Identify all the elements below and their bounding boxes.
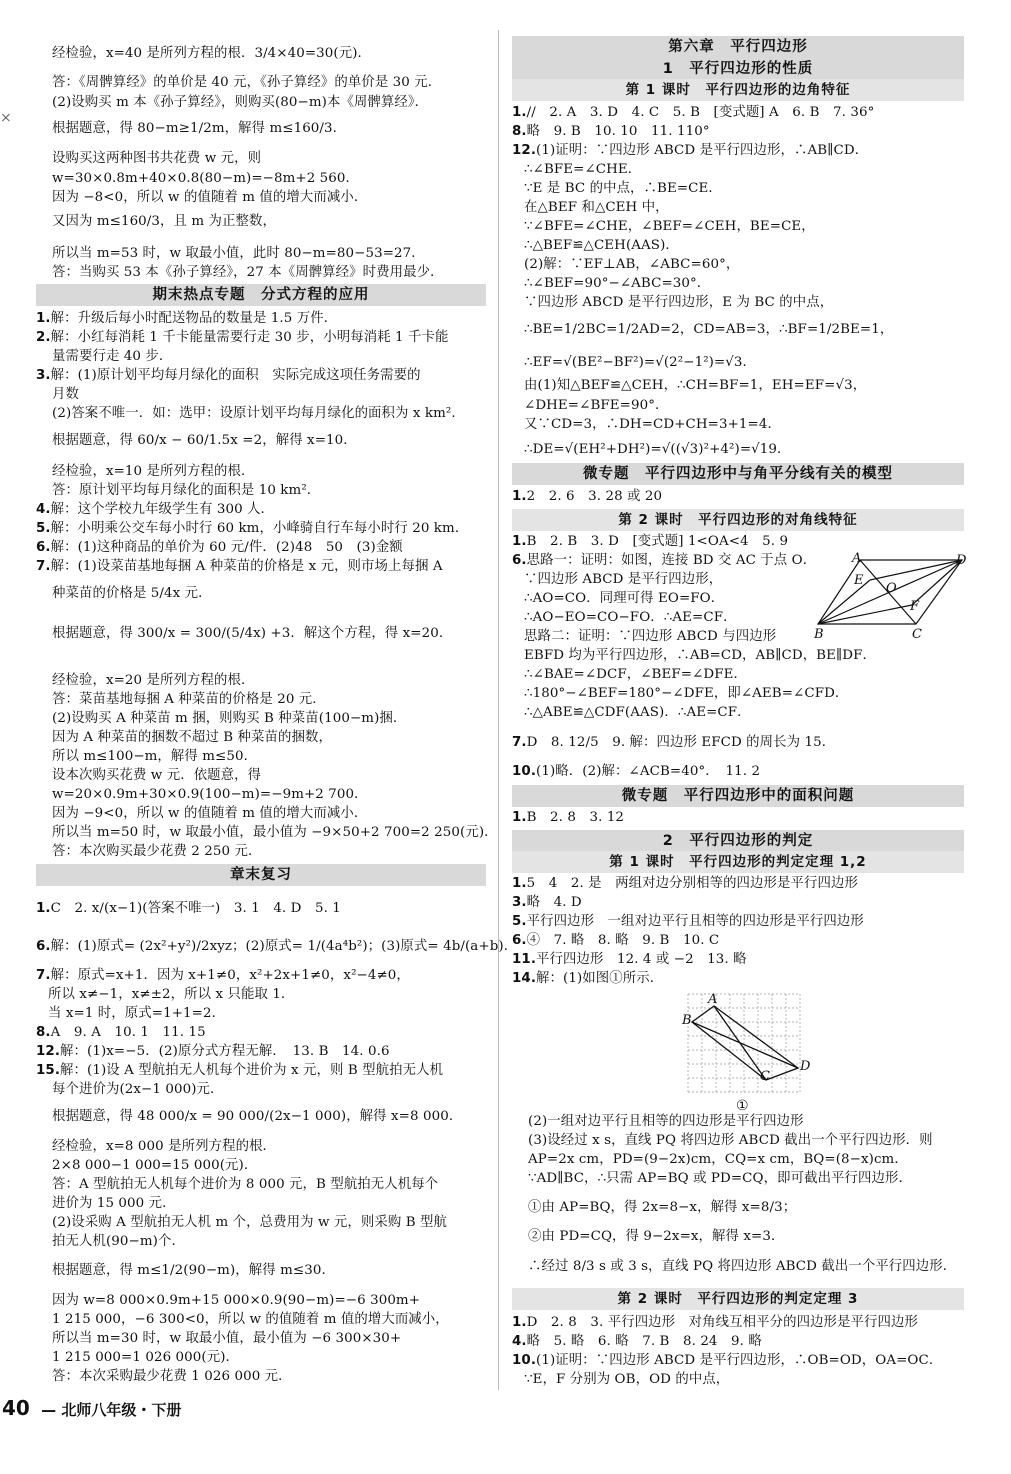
answer-line bbox=[36, 367, 421, 385]
answer-text: (2)答案不唯一．如：选甲：设原计划平均每月绿化的面积为 x km²． bbox=[52, 406, 465, 421]
question-number: 3. bbox=[512, 895, 527, 910]
answer-line bbox=[36, 310, 337, 328]
question-number: 1. bbox=[36, 901, 51, 916]
answer-text: ①由 AP=BQ，得 2x=8−x，解得 x=8/3； bbox=[528, 1200, 797, 1215]
answer-line bbox=[36, 329, 449, 347]
section-header: 第 1 课时 平行四边形的判定定理 1,2 bbox=[512, 851, 964, 873]
answer-text: ∴∠BFE=∠CHE． bbox=[524, 162, 642, 177]
label-O: O bbox=[886, 581, 897, 596]
answer-text: ∴AO=CO．同理可得 EO=FO． bbox=[524, 591, 725, 606]
answer-line bbox=[52, 843, 261, 861]
question-number: 3. bbox=[36, 368, 51, 383]
answer-text: 解：(1)设菜苗基地每捆 A 种菜苗的价格是 x 元，则市场上每捆 A bbox=[50, 559, 443, 574]
grid-figure bbox=[680, 988, 812, 1114]
answer-text: (1)略．(2)解：∠ACB=40°． 11. 2 bbox=[536, 764, 761, 779]
answer-line bbox=[524, 218, 815, 236]
answer-text: 答：菜苗基地每捆 A 种菜苗的价格是 20 元． bbox=[52, 692, 326, 707]
answer-text: w=20×0.9m+30×0.9(100−m)=−9m+2 700． bbox=[52, 787, 368, 802]
question-number: 12. bbox=[512, 143, 537, 158]
answer-line bbox=[512, 970, 663, 988]
answer-text: (3)设经过 x s，直线 PQ 将四边形 ABCD 截出一个平行四边形．则 bbox=[528, 1133, 933, 1148]
question-number: 6. bbox=[36, 939, 51, 954]
answer-line bbox=[52, 348, 172, 366]
answer-line bbox=[524, 590, 724, 608]
answer-text: ∴DE=√(EH²+DH²)=√((√3)²+4²)=√19． bbox=[524, 442, 791, 457]
answer-line bbox=[512, 763, 760, 781]
question-number: 6. bbox=[512, 933, 527, 948]
answer-text: B 2. 8 3. 12 bbox=[526, 810, 625, 825]
answer-line bbox=[52, 1349, 239, 1367]
section-header: 章末复习 bbox=[36, 864, 486, 886]
answer-text: 拍无人机(90−m)个． bbox=[52, 1234, 185, 1249]
answer-line bbox=[524, 294, 833, 312]
answer-line bbox=[52, 45, 371, 63]
answer-text: 1 215 000，−6 300<0，所以 w 的值随着 m 值的增大而减小， bbox=[52, 1312, 449, 1327]
answer-line bbox=[36, 967, 410, 985]
answer-text: 解：小红每消耗 1 千卡能量需要行走 30 步，小明每消耗 1 千卡能 bbox=[50, 330, 449, 345]
question-number: 8. bbox=[512, 124, 527, 139]
answer-line bbox=[48, 986, 294, 1004]
answer-text: 根据题意，得 80−m≥1/2m，解得 m≤160/3． bbox=[52, 121, 347, 136]
question-number: 10. bbox=[512, 1353, 537, 1368]
question-number: 7. bbox=[512, 735, 527, 750]
answer-line bbox=[36, 1024, 206, 1042]
answer-text: 根据题意，得 m≤1/2(90−m)，解得 m≤30． bbox=[52, 1263, 335, 1278]
answer-text: D 8. 12/5 9. 解：四边形 EFCD 的周长为 15． bbox=[526, 735, 836, 750]
question-number: 4. bbox=[36, 502, 51, 517]
answer-text: 经检验，x=40 是所列方程的根．3/4×40=30(元)． bbox=[52, 46, 372, 61]
answer-text: (2)设购买 m 本《孙子算经》，则购买(80−m)本《周髀算经》． bbox=[52, 95, 429, 110]
label-E: E bbox=[854, 573, 864, 588]
answer-line bbox=[512, 951, 747, 969]
answer-text: 根据题意，得 60/x − 60/1.5x =2，解得 x=10． bbox=[52, 433, 357, 448]
answer-line bbox=[36, 938, 517, 956]
question-number: 6. bbox=[512, 553, 527, 568]
answer-line bbox=[52, 189, 367, 207]
answer-text: 答：当购买 53 本《孙子算经》，27 本《周髀算经》时费用最少． bbox=[52, 265, 444, 280]
answer-line bbox=[512, 734, 835, 752]
question-number: 1. bbox=[36, 311, 51, 326]
section-header: 第六章 平行四边形 bbox=[512, 36, 964, 58]
answer-line bbox=[512, 1333, 762, 1351]
answer-text: 解：原式=x+1．因为 x+1≠0，x²+2x+1≠0，x²−4≠0， bbox=[50, 968, 410, 983]
answer-line bbox=[52, 1138, 276, 1156]
answer-text: ∴BE=1/2BC=1/2AD=2，CD=AB=3，∴BF=1/2BE=1， bbox=[524, 322, 894, 337]
answer-text: 略 4. D bbox=[526, 895, 582, 910]
label-B: B bbox=[814, 627, 824, 640]
section-header: 微专题 平行四边形中与角平分线有关的模型 bbox=[512, 463, 964, 485]
answer-text: 又∵CD=3，∴DH=CD+CH=3+1=4． bbox=[524, 417, 781, 432]
answer-text: 2 2. 6 3. 28 或 20 bbox=[526, 489, 663, 504]
answer-text: C 2. x/(x−1)(答案不唯一) 3. 1 4. D 5. 1 bbox=[50, 901, 341, 916]
answer-text: ∴180°−∠BEF=180°−∠DFE，即∠AEB=∠CFD． bbox=[524, 686, 849, 701]
answer-text: 经检验，x=20 是所列方程的根． bbox=[52, 673, 255, 688]
question-number: 1. bbox=[512, 105, 527, 120]
answer-line bbox=[52, 74, 441, 92]
question-number: 5. bbox=[36, 521, 51, 536]
question-number: 11. bbox=[512, 952, 537, 967]
answer-text: 解：(1)原式= (2x²+y²)/2xyz；(2)原式= 1/(4a⁴b²)；(3)原式= 4b/(a+b)． bbox=[50, 939, 518, 954]
section-header: 2 平行四边形的判定 bbox=[512, 830, 964, 852]
answer-line bbox=[524, 180, 722, 198]
answer-text: 答：原计划平均每月绿化的面积是 10 km²． bbox=[52, 483, 321, 498]
question-number: 5. bbox=[512, 914, 527, 929]
answer-line bbox=[36, 558, 443, 576]
answer-line bbox=[512, 809, 624, 827]
label-A: A bbox=[852, 551, 862, 566]
answer-line bbox=[52, 463, 254, 481]
answer-line bbox=[524, 237, 679, 255]
answer-line bbox=[524, 647, 876, 665]
answer-line bbox=[52, 805, 367, 823]
answer-text: AP=2x cm，PD=(9−2x)cm，CQ=x cm，BQ=(8−x)cm． bbox=[528, 1152, 908, 1167]
answer-line bbox=[524, 416, 781, 434]
answer-line bbox=[36, 900, 341, 918]
answer-line bbox=[52, 710, 406, 728]
answer-text: 解：小明乘公交车每小时行 60 km，小峰骑自行车每小时行 20 km． bbox=[50, 521, 469, 536]
answer-text: 5 4 2. 是 两组对边分别相等的四边形是平行四边形 bbox=[526, 876, 858, 891]
footer-dash: — bbox=[41, 1401, 57, 1419]
answer-line bbox=[52, 1081, 224, 1099]
answer-line bbox=[52, 120, 346, 138]
answer-text: ∴经过 8/3 s 或 3 s，直线 PQ 将四边形 ABCD 截出一个平行四边形． bbox=[528, 1259, 957, 1274]
answer-line bbox=[512, 552, 816, 570]
answer-line bbox=[528, 1151, 908, 1169]
grid-label-B: B bbox=[682, 1013, 692, 1028]
answer-line bbox=[52, 824, 498, 842]
grid-label-C: C bbox=[760, 1069, 770, 1084]
answer-text: 答：本次采购最少花费 1 026 000 元． bbox=[52, 1369, 292, 1384]
answer-line bbox=[52, 786, 368, 804]
answer-text: (1)证明：∵四边形 ABCD 是平行四边形，∴AB∥CD． bbox=[536, 143, 869, 158]
answer-text: ∵AD∥BC，∴只需 AP=BQ 或 PD=CQ，即可截出平行四边形． bbox=[528, 1171, 913, 1186]
answer-line bbox=[512, 104, 874, 122]
answer-text: 解：(1)设 A 型航拍无人机每个进价为 x 元，则 B 型航拍无人机 bbox=[60, 1063, 444, 1078]
answer-line bbox=[512, 142, 868, 160]
answer-text: 因为 A 种菜苗的捆数不超过 B 种菜苗的捆数， bbox=[52, 730, 332, 745]
answer-text: ②由 PD=CQ，得 9−2x=x，解得 x=3． bbox=[528, 1229, 785, 1244]
answer-line bbox=[52, 1233, 185, 1251]
answer-line bbox=[524, 666, 747, 684]
grid-lines bbox=[688, 994, 800, 1092]
question-number: 1. bbox=[512, 876, 527, 891]
answer-text: A 9. A 10. 1 11. 15 bbox=[50, 1025, 206, 1040]
answer-text: 解：升级后每小时配送物品的数量是 1.5 万件． bbox=[50, 311, 338, 326]
answer-line bbox=[528, 1258, 956, 1276]
question-number: 7. bbox=[36, 559, 51, 574]
answer-line bbox=[52, 213, 276, 231]
answer-line bbox=[524, 571, 722, 589]
answer-line bbox=[512, 488, 662, 506]
answer-text: (2)一组对边平行且相等的四边形是平行四边形 bbox=[528, 1114, 804, 1129]
answer-line bbox=[524, 275, 710, 293]
question-number: 6. bbox=[36, 540, 51, 555]
question-number: 8. bbox=[36, 1025, 51, 1040]
question-number: 12. bbox=[36, 1044, 61, 1059]
answer-text: 思路一：证明：如图，连接 BD 交 AC 于点 O． bbox=[526, 553, 817, 568]
answer-text: 思路二：证明：∵四边形 ABCD 与四边形 bbox=[524, 629, 777, 644]
answer-text: 平行四边形 12. 4 或 −2 13. 略 bbox=[536, 952, 747, 967]
answer-line bbox=[512, 123, 710, 141]
answer-text: ∴△BEF≌△CEH(AAS)． bbox=[524, 238, 679, 253]
answer-line bbox=[52, 672, 254, 690]
answer-text: 所以 m≤100−m，解得 m≤50． bbox=[52, 749, 258, 764]
answer-line bbox=[524, 256, 739, 274]
question-number: 1. bbox=[512, 534, 527, 549]
answer-line bbox=[36, 539, 403, 557]
page-footer bbox=[2, 1396, 181, 1420]
question-number: 14. bbox=[512, 971, 537, 986]
answer-text: (2)解：∵EF⊥AB，∠ABC=60°， bbox=[524, 257, 740, 272]
answer-line bbox=[512, 932, 719, 950]
answer-text: 略 9. B 10. 10 11. 110° bbox=[526, 124, 710, 139]
answer-line bbox=[52, 432, 357, 450]
section-header: 微专题 平行四边形中的面积问题 bbox=[512, 785, 964, 807]
question-number: 2. bbox=[36, 330, 51, 345]
answer-line bbox=[52, 150, 261, 168]
book-title: 北师八年级・下册 bbox=[61, 1401, 182, 1419]
answer-text: ∴EF=√(BE²−BF²)=√(2²−1²)=√3． bbox=[524, 355, 757, 370]
answer-text: (2)设采购 A 型航拍无人机 m 个，总费用为 w 元，则采购 B 型航 bbox=[52, 1215, 447, 1230]
answer-line bbox=[52, 94, 428, 112]
label-F: F bbox=[910, 599, 920, 614]
answer-text: 在△BEF 和△CEH 中， bbox=[524, 200, 669, 215]
answer-line bbox=[52, 767, 261, 785]
answer-text: ④ 7. 略 8. 略 9. B 10. C bbox=[526, 933, 720, 948]
label-C: C bbox=[912, 627, 922, 640]
answer-line bbox=[528, 1132, 933, 1150]
answer-line bbox=[52, 729, 332, 747]
answer-text: 所以当 m=53 时，w 取最小值，此时 80−m=80−53=27． bbox=[52, 246, 425, 261]
answer-line bbox=[52, 170, 359, 188]
answer-text: // 2. A 3. D 4. C 5. B [变式题] A 6. B 7. 36° bbox=[526, 105, 875, 120]
answer-line bbox=[48, 1005, 225, 1023]
answer-line bbox=[528, 1170, 912, 1188]
answer-text: 设本次购买花费 w 元．依题意，得 bbox=[52, 768, 262, 783]
answer-line bbox=[512, 1352, 942, 1370]
answer-text: 平行四边形 一组对边平行且相等的四边形是平行四边形 bbox=[526, 914, 864, 929]
column-divider bbox=[498, 30, 499, 1390]
answer-text: 经检验，x=10 是所列方程的根． bbox=[52, 464, 255, 479]
answer-line bbox=[52, 482, 320, 500]
question-number: 7. bbox=[36, 968, 51, 983]
answer-text: ∵E，F 分别为 OB，OD 的中点， bbox=[524, 1372, 730, 1387]
answer-text: 答：《周髀算经》的单价是 40 元，《孙子算经》的单价是 30 元． bbox=[52, 75, 442, 90]
answer-text: ∵∠BFE=∠CHE，∠BEF=∠CEH，BE=CE， bbox=[524, 219, 815, 234]
answer-line bbox=[512, 533, 788, 551]
answer-text: 月数 bbox=[52, 387, 79, 402]
answer-line bbox=[512, 913, 864, 931]
answer-line bbox=[524, 685, 848, 703]
answer-line bbox=[36, 520, 468, 538]
answer-text: 所以 x≠−1，x≠±2，所以 x 只能取 1． bbox=[48, 987, 295, 1002]
answer-text: 因为 −9<0，所以 w 的值随着 m 值的增大而减小． bbox=[52, 806, 368, 821]
figure-caption: ① bbox=[736, 1098, 749, 1114]
answer-line bbox=[512, 875, 858, 893]
answer-line bbox=[52, 264, 444, 282]
answer-text: EBFD 均为平行四边形，∴AB=CD，AB∥CD，BE∥DF． bbox=[524, 648, 877, 663]
answer-line bbox=[52, 1157, 257, 1175]
answer-line bbox=[52, 1368, 292, 1386]
section-header: 第 2 课时 平行四边形的对角线特征 bbox=[512, 509, 964, 531]
answer-line bbox=[524, 397, 669, 415]
section-header: 1 平行四边形的性质 bbox=[512, 58, 964, 80]
answer-line bbox=[52, 748, 257, 766]
answer-text: 解：(1)这种商品的单价为 60 元/件．(2)48 50 (3)金额 bbox=[50, 540, 403, 555]
answer-line bbox=[52, 1262, 335, 1280]
answer-text: 又因为 m≤160/3，且 m 为正整数， bbox=[52, 214, 276, 229]
answer-text: 答：本次购买最少花费 2 250 元． bbox=[52, 844, 262, 859]
answer-line bbox=[524, 704, 751, 722]
answer-text: ∴AO−EO=CO−FO．∴AE=CF． bbox=[524, 610, 737, 625]
answer-text: 解：(1)原计划平均每月绿化的面积 实际完成这项任务需要的 bbox=[50, 368, 421, 383]
answer-line bbox=[52, 691, 326, 709]
answer-text: w=30×0.8m+40×0.8(80−m)=−8m+2 560． bbox=[52, 171, 360, 186]
answer-line bbox=[52, 386, 79, 404]
answer-line bbox=[52, 1108, 462, 1126]
grid-label-D: D bbox=[800, 1059, 811, 1074]
question-number: 1. bbox=[512, 489, 527, 504]
answer-text: 解：(1)如图①所示． bbox=[536, 971, 664, 986]
answer-text: ∵E 是 BC 的中点，∴BE=CE． bbox=[524, 181, 722, 196]
answer-text: 根据题意，得 48 000/x = 90 000/(2x−1 000)，解得 x=8 000． bbox=[52, 1109, 463, 1124]
answer-text: ∵四边形 ABCD 是平行四边形， bbox=[524, 572, 723, 587]
answer-line bbox=[528, 1228, 784, 1246]
answer-line bbox=[52, 585, 212, 603]
answer-line bbox=[524, 161, 641, 179]
answer-line bbox=[512, 894, 582, 912]
question-number: 15. bbox=[36, 1063, 61, 1078]
page-number: 40 bbox=[2, 1396, 30, 1420]
section-header: 第 2 课时 平行四边形的判定定理 3 bbox=[512, 1288, 964, 1310]
answer-text: 因为 w=8 000×0.9m+15 000×0.9(90−m)=−6 300m+ bbox=[52, 1293, 421, 1308]
answer-text: ∴△ABE≌△CDF(AAS)．∴AE=CF． bbox=[524, 705, 751, 720]
answer-text: 经检验，x=8 000 是所列方程的根． bbox=[52, 1139, 277, 1154]
answer-text: 所以当 m=50 时，w 取最小值，最小值为 −9×50+2 700=2 250(元)． bbox=[52, 825, 498, 840]
answer-line bbox=[528, 1113, 804, 1131]
answer-line bbox=[52, 1292, 420, 1310]
section-header: 第 1 课时 平行四边形的边角特征 bbox=[512, 79, 964, 101]
answer-line bbox=[36, 1043, 390, 1061]
answer-line bbox=[52, 245, 425, 263]
grid-label-A: A bbox=[708, 992, 718, 1007]
answer-line bbox=[36, 1062, 443, 1080]
answer-text: 因为 −8<0，所以 w 的值随着 m 值的增大而减小． bbox=[52, 190, 368, 205]
answer-text: 解：(1)x=−5．(2)原分式方程无解． 13. B 14. 0.6 bbox=[60, 1044, 390, 1059]
answer-text: 量需要行走 40 步． bbox=[52, 349, 173, 364]
answer-text: 略 5. 略 6. 略 7. B 8. 24 9. 略 bbox=[526, 1334, 762, 1349]
answer-text: 根据题意，得 300/x = 300/(5/4x) +3．解这个方程，得 x=20． bbox=[52, 626, 453, 641]
question-number: 4. bbox=[512, 1334, 527, 1349]
answer-line bbox=[524, 354, 756, 372]
answer-text: 解：这个学校九年级学生有 300 人． bbox=[50, 502, 275, 517]
answer-line bbox=[512, 1314, 918, 1332]
answer-line bbox=[524, 1371, 729, 1389]
question-number: 1. bbox=[512, 810, 527, 825]
answer-line bbox=[524, 441, 791, 459]
question-number: 10. bbox=[512, 764, 537, 779]
answer-line bbox=[524, 377, 866, 395]
question-number: 1. bbox=[512, 1315, 527, 1330]
answer-text: ∴∠BEF=90°−∠ABC=30°． bbox=[524, 276, 711, 291]
answer-text: 答：A 型航拍无人机每个进价为 8 000 元，B 型航拍无人机每个 bbox=[52, 1177, 439, 1192]
label-D: D bbox=[956, 553, 967, 568]
answer-text: 当 x=1 时，原式=1+1=2． bbox=[48, 1006, 226, 1021]
answer-text: 由(1)知△BEF≌△CEH，∴CH=BF=1，EH=EF=√3， bbox=[524, 378, 867, 393]
answer-text: 种菜苗的价格是 5/4x 元． bbox=[52, 586, 212, 601]
answer-text: ∵四边形 ABCD 是平行四边形，E 为 BC 的中点， bbox=[524, 295, 834, 310]
answer-line bbox=[52, 1311, 449, 1329]
answer-line bbox=[36, 501, 274, 519]
margin-mark: × bbox=[0, 110, 12, 126]
answer-line bbox=[524, 609, 737, 627]
answer-text: 所以当 m=30 时，w 取最小值，最小值为 −6 300×30+ bbox=[52, 1331, 402, 1346]
section-header: 期末热点专题 分式方程的应用 bbox=[36, 284, 486, 306]
answer-text: D 2. 8 3. 平行四边形 对角线互相平分的四边形是平行四边形 bbox=[526, 1315, 918, 1330]
answer-line bbox=[524, 199, 669, 217]
answer-text: B 2. B 3. D [变式题] 1<OA<4 5. 9 bbox=[526, 534, 789, 549]
answer-line bbox=[52, 405, 465, 423]
answer-text: 2×8 000−1 000=15 000(元)． bbox=[52, 1158, 258, 1173]
answer-line bbox=[52, 1195, 176, 1213]
answer-line bbox=[52, 1330, 401, 1348]
answer-line bbox=[528, 1199, 796, 1217]
answer-line bbox=[524, 321, 893, 339]
answer-line bbox=[524, 628, 776, 646]
answer-line bbox=[52, 1176, 438, 1194]
answer-text: 进价为 15 000 元． bbox=[52, 1196, 176, 1211]
answer-text: 1 215 000=1 026 000(元)． bbox=[52, 1350, 240, 1365]
parallelogram-figure-abcd bbox=[812, 550, 972, 640]
answer-text: (1)证明：∵四边形 ABCD 是平行四边形，∴OB=OD，OA=OC． bbox=[536, 1353, 943, 1368]
answer-text: (2)设购买 A 种菜苗 m 捆，则购买 B 种菜苗(100−m)捆． bbox=[52, 711, 407, 726]
answer-text: 设购买这两种图书共花费 w 元，则 bbox=[52, 151, 262, 166]
answer-text: ∴∠BAE=∠DCF，∠BEF=∠DFE． bbox=[524, 667, 747, 682]
answer-text: 每个进价为(2x−1 000)元． bbox=[52, 1082, 224, 1097]
answer-line bbox=[52, 625, 452, 643]
answer-line bbox=[52, 1214, 447, 1232]
answer-text: ∠DHE=∠BFE=90°． bbox=[524, 398, 669, 413]
